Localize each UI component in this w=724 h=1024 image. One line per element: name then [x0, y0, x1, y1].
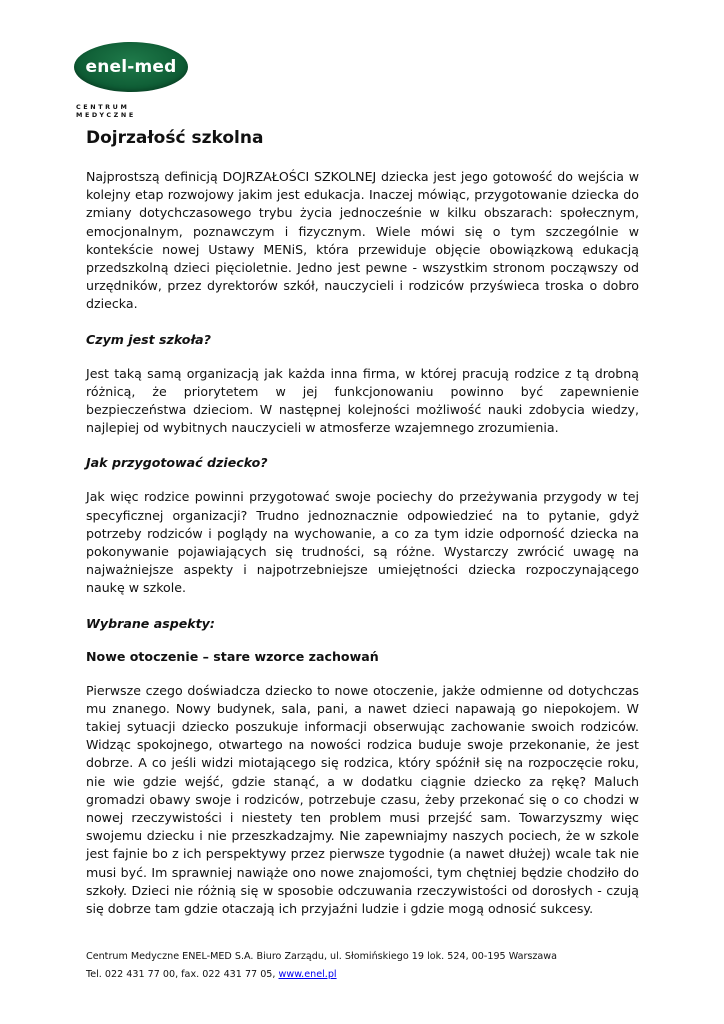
page-footer: [86, 948, 646, 984]
footer-address: Centrum Medyczne ENEL-MED S.A. Biuro Zarządu, ul. Słomińskiego 19 lok. 524, 00-195 Warszawa: [86, 951, 558, 962]
heading-prepare: Jak przygotować dziecko?: [86, 455, 268, 471]
footer-contact: [86, 966, 646, 984]
heading-school: Czym jest szkoła?: [86, 331, 211, 347]
logo-subtitle: CENTRUM MEDYCZNE: [76, 103, 136, 119]
footer-website-link[interactable]: www.enel.pl: [278, 969, 337, 980]
environment-paragraph: Pierwsze czego doświadcza dziecko to nowe otoczenie, jakże odmienne od dotychczas mu znanego. Nowy budynek, sala, pani, a nawet dzieci napawają go niepokojem. W takiej sytuacji dziecko poszukuje informacji obserwując zachowanie swoich rodziców. Widząc spokojnego, otwartego na nowości rodzica buduje swoje przekonanie, że jest dobrze. A co jeśli widzi miotającego się rodzica, który spóźnił się na rozpoczęcie roku, nie wie gdzie wejść, gdzie stanąć, a w dodatku ciągnie dziecko za rękę? Maluch gromadzi obawy swoje i rodziców, potrzebuje czasu, żeby przekonać się o co chodzi w nowej rzeczywistości i niestety ten problem musi przejść sam. Towarzyszmy więc swojemu dziecku i nie przeszkadzajmy. Nie zapewniajmy naszych pociech, że w szkole jest fajnie bo z ich perspektywy przez pierwsze tygodnie (a nawet dłużej) wcale tak nie musi być. Im sprawniej nawiąże ono nowe znajomości, tym chętniej będzie chodziło do szkoły. Dzieci nie różnią się w sposobie odczuwania rzeczywistości od dorosłych - czują się dobrze tam gdzie otaczają ich przyjaźni ludzie i gdzie mogą odnosić sukcesy.: [86, 682, 639, 917]
intro-paragraph: Najprostszą definicją DOJRZAŁOŚCI SZKOLNEJ dziecka jest jego gotowość do wejścia w kolejny etap rozwojowy jakim jest edukacja. Inaczej mówiąc, przygotowanie dziecka do zmiany dotychczasowego trybu życia jednocześnie w kilku obszarach: społecznym, emocjonalnym, poznawczym i fizycznym. Wiele mówi się o tym szczególnie w kontekście nowej Ustawy MENiS, która przewiduje objęcie obowiązkową edukacją przedszkolną dzieci pięcioletnie. Jedno jest pewne - wszystkim stronom począwszy od urzędników, przez dyrektorów szkół, nauczycieli i rodziców przyświeca troska o dobro dziecka.: [86, 169, 639, 312]
prepare-paragraph: Jak więc rodzice powinni przygotować swoje pociechy do przeżywania przygody w tej specyficznej organizacji? Trudno jednoznacznie odpowiedzieć na to pytanie, gdyż potrzeby rodziców i poglądy na wychowanie, a co za tym idzie odporność dziecka na pokonywanie pojawiających się trudności, są różne. Wystarczy zwrócić uwagę na najważniejsze aspekty i najpotrzebniejsze umiejętności dziecka rozpoczynającego naukę w szkole.: [86, 489, 639, 596]
footer-phone-fax: Tel. 022 431 77 00, fax. 022 431 77 05,: [86, 969, 279, 980]
heading-aspects: Wybrane aspekty:: [86, 615, 215, 631]
school-paragraph: Jest taką samą organizacją jak każda inna firma, w której pracują rodzice z tą drobną różnicą, że priorytetem w jej funkcjonowaniu powinno być zapewnienie bezpieczeństwa dzieciom. W następnej kolejności możliwość nauki zdobycia wiedzy, najlepiej od wybitnych nauczycieli w atmosferze wzajemnego zrozumienia.: [86, 365, 639, 436]
page-title: Dojrzałość szkolna: [86, 128, 264, 148]
logo-name: enel-med: [85, 57, 177, 77]
heading-environment: Nowe otoczenie – stare wzorce zachowań: [86, 648, 379, 664]
logo-oval: [74, 42, 188, 92]
company-logo: [74, 42, 194, 119]
document-body: [86, 128, 639, 936]
